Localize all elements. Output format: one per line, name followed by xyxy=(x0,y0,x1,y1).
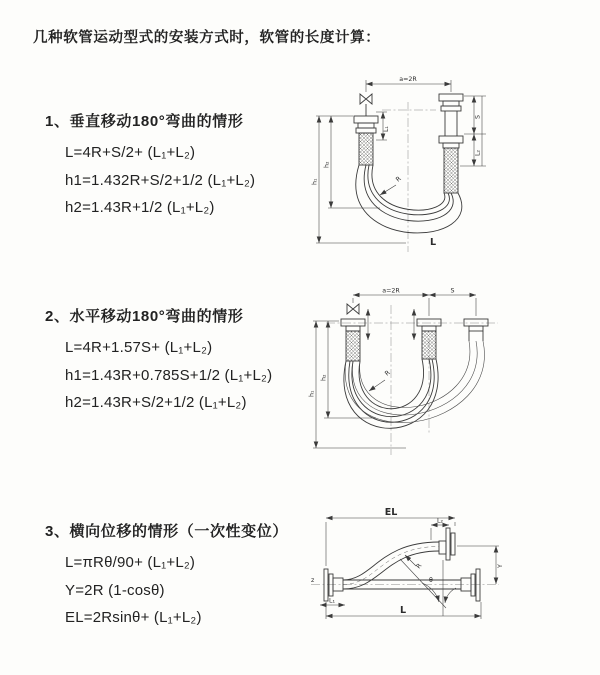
section-1-heading: 1、垂直移动180°弯曲的情形 xyxy=(45,113,244,130)
hose-assembly xyxy=(324,528,480,616)
hose-assembly xyxy=(354,94,463,233)
diagram-horizontal-180-bend xyxy=(306,283,600,463)
section-lateral-displacement xyxy=(45,520,288,632)
dim-l-label: L xyxy=(399,605,407,616)
formula-h2: h2=1.43R+1/2 (L₁+L₂) xyxy=(65,199,215,216)
u-bend-position-2 xyxy=(345,341,484,423)
middle-hose-braid xyxy=(422,331,436,359)
valve-icon xyxy=(347,304,359,314)
hose-assembly xyxy=(341,304,488,428)
dim-s-label: S xyxy=(450,287,455,295)
section-vertical-180 xyxy=(45,110,255,222)
formula-l: L=4R+1.57S+ (L₁+L₂) xyxy=(65,339,213,356)
right-hose-braid xyxy=(444,148,458,193)
dim-l1-label: L₁ xyxy=(383,125,390,132)
dim-l2-label: L₂ xyxy=(436,517,444,525)
angle-arc xyxy=(422,583,439,602)
centerlines xyxy=(382,102,436,252)
dimensions xyxy=(309,288,477,449)
right-flange xyxy=(471,574,475,596)
formula-l: L=4R+S/2+ (L₁+L₂) xyxy=(65,144,196,161)
valve-icon xyxy=(360,94,372,104)
dim-l1-label: L₁ xyxy=(328,597,336,605)
dim-h2-label: h₂ xyxy=(323,161,331,168)
centerline-break-mark: z xyxy=(311,577,315,584)
formula-el: EL=2Rsinθ+ (L₁+L₂) xyxy=(65,609,202,626)
dim-a2r-label: a=2R xyxy=(382,287,400,295)
dim-h1-label: h₁ xyxy=(308,390,316,397)
angle-theta-label: θ xyxy=(429,577,433,584)
section-2-heading: 2、水平移动180°弯曲的情形 xyxy=(45,308,244,325)
section-horizontal-180 xyxy=(45,305,272,417)
dim-l2-label: L₂ xyxy=(474,149,482,156)
length-label: L xyxy=(430,237,437,248)
diagram-vertical-180-bend xyxy=(308,68,600,260)
right-fitting-mid xyxy=(439,136,463,143)
formula-h1: h1=1.43R+0.785S+1/2 (L₁+L₂) xyxy=(65,366,273,384)
formula-y: Y=2R (1-cosθ) xyxy=(65,581,165,599)
dim-a2r-label: a=2R xyxy=(399,76,417,83)
dimensions xyxy=(311,507,504,619)
left-fitting xyxy=(341,319,365,326)
page-title: 几种软管运动型式的安装方式时，软管的长度计算： xyxy=(33,30,381,46)
dim-s-label: S xyxy=(474,115,482,119)
left-fitting xyxy=(354,116,378,123)
right-fitting-top xyxy=(439,94,463,101)
formula-l: L=πRθ/90+ (L₁+L₂) xyxy=(65,554,196,571)
radius-label: R xyxy=(415,562,424,571)
radius-label: R xyxy=(394,175,403,184)
section-3-heading: 3、横向位移的情形（一次性变位） xyxy=(45,523,288,540)
formula-h2: h2=1.43R+S/2+1/2 (L₁+L₂) xyxy=(65,394,247,411)
upper-flange xyxy=(446,528,450,560)
formula-h1: h1=1.432R+S/2+1/2 (L₁+L₂) xyxy=(65,171,256,189)
right-fitting xyxy=(464,319,488,326)
middle-fitting xyxy=(417,319,441,326)
dim-h2-label: h₂ xyxy=(320,374,328,381)
left-hose-braid xyxy=(346,331,360,361)
dim-el-label: EL xyxy=(384,507,398,518)
left-flange xyxy=(324,569,328,601)
left-hose-braid xyxy=(359,133,373,165)
dimensions xyxy=(312,76,487,248)
diagram-lateral-displacement xyxy=(303,498,600,652)
radius-label: R xyxy=(383,369,392,378)
dim-y-label: Y xyxy=(497,564,504,568)
hose-displaced-position xyxy=(343,542,439,580)
dim-h1-label: h₁ xyxy=(311,178,319,185)
